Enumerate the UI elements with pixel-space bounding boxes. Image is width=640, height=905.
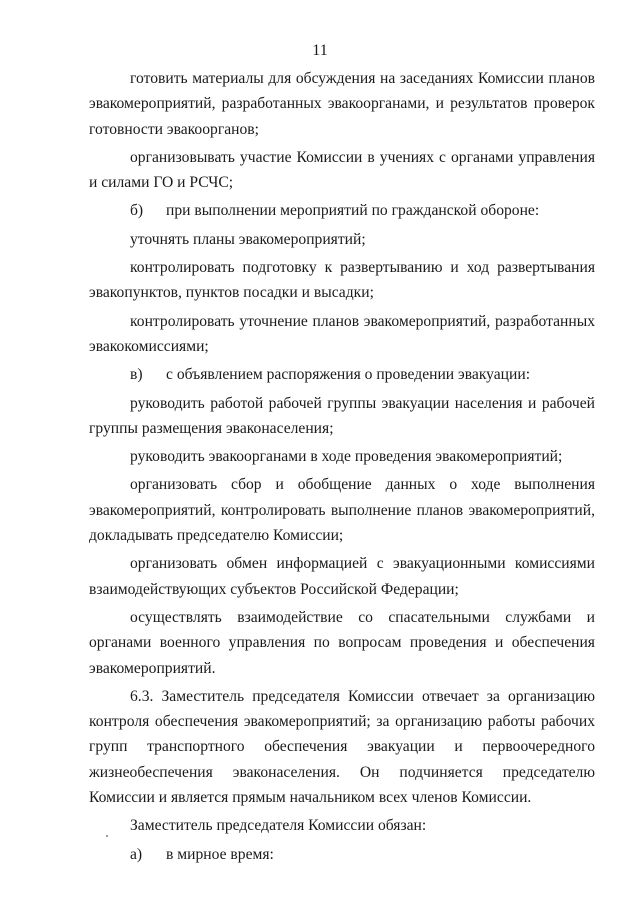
list-item-text: в мирное время:	[166, 845, 274, 863]
paragraph: Заместитель председателя Комиссии обязан:	[130, 817, 427, 835]
list-item	[130, 362, 595, 387]
document-body	[89, 66, 595, 870]
list-item	[130, 198, 595, 223]
paragraph: осуществлять взаимодействие со спасательными службами и органами военного управления по вопросам проведения и обеспечения эвакомероприятий.	[89, 608, 595, 677]
list-item-text: при выполнении мероприятий по гражданской обороне:	[166, 202, 540, 220]
paragraph: контролировать подготовку к развертыванию и ход развертывания эвакопунктов, пунктов посадки и высадки;	[89, 259, 595, 302]
paragraph: организовать обмен информацией с эвакуационными комиссиями взаимодействующих субъектов Российской Федерации;	[89, 555, 595, 598]
list-item-text: с объявлением распоряжения о проведении эвакуации:	[166, 366, 531, 384]
list-marker: в)	[130, 366, 143, 384]
paragraph: организовать сбор и обобщение данных о ходе выполнения эвакомероприятий, контролировать выполнение планов эвакомероприятий, докладывать председателю Комиссии;	[89, 476, 595, 545]
list-marker: а)	[130, 845, 143, 863]
paragraph: организовывать участие Комиссии в учениях с органами управления и силами ГО и РСЧС;	[89, 148, 595, 192]
paragraph: контролировать уточнение планов эвакомероприятий, разработанных эвакокомиссиями;	[89, 312, 595, 355]
list-item	[130, 842, 595, 867]
paragraph: руководить работой рабочей группы эвакуации населения и рабочей группы размещения эваконаселения;	[89, 394, 595, 437]
paragraph: руководить эвакоорганами в ходе проведения эвакомероприятий;	[130, 448, 563, 466]
page-number: 11	[312, 42, 328, 59]
list-marker: б)	[130, 202, 144, 220]
paragraph: готовить материалы для обсуждения на заседаниях Комиссии планов эвакомероприятий, разработанных эвакоорганами, и результатов проверок готовности эвакоорганов;	[89, 70, 595, 138]
scan-speck	[106, 835, 108, 837]
paragraph: уточнять планы эвакомероприятий;	[130, 230, 366, 248]
paragraph: 6.3. Заместитель председателя Комиссии отвечает за организацию контроля обеспечения эвакомероприятий; за организацию работы рабочих групп транспортного обеспечения эвакуации и первоочередного жизнеобеспечения эваконаселения. Он подчиняется председателю Комиссии и является прямым начальником всех членов Комиссии.	[89, 687, 595, 807]
